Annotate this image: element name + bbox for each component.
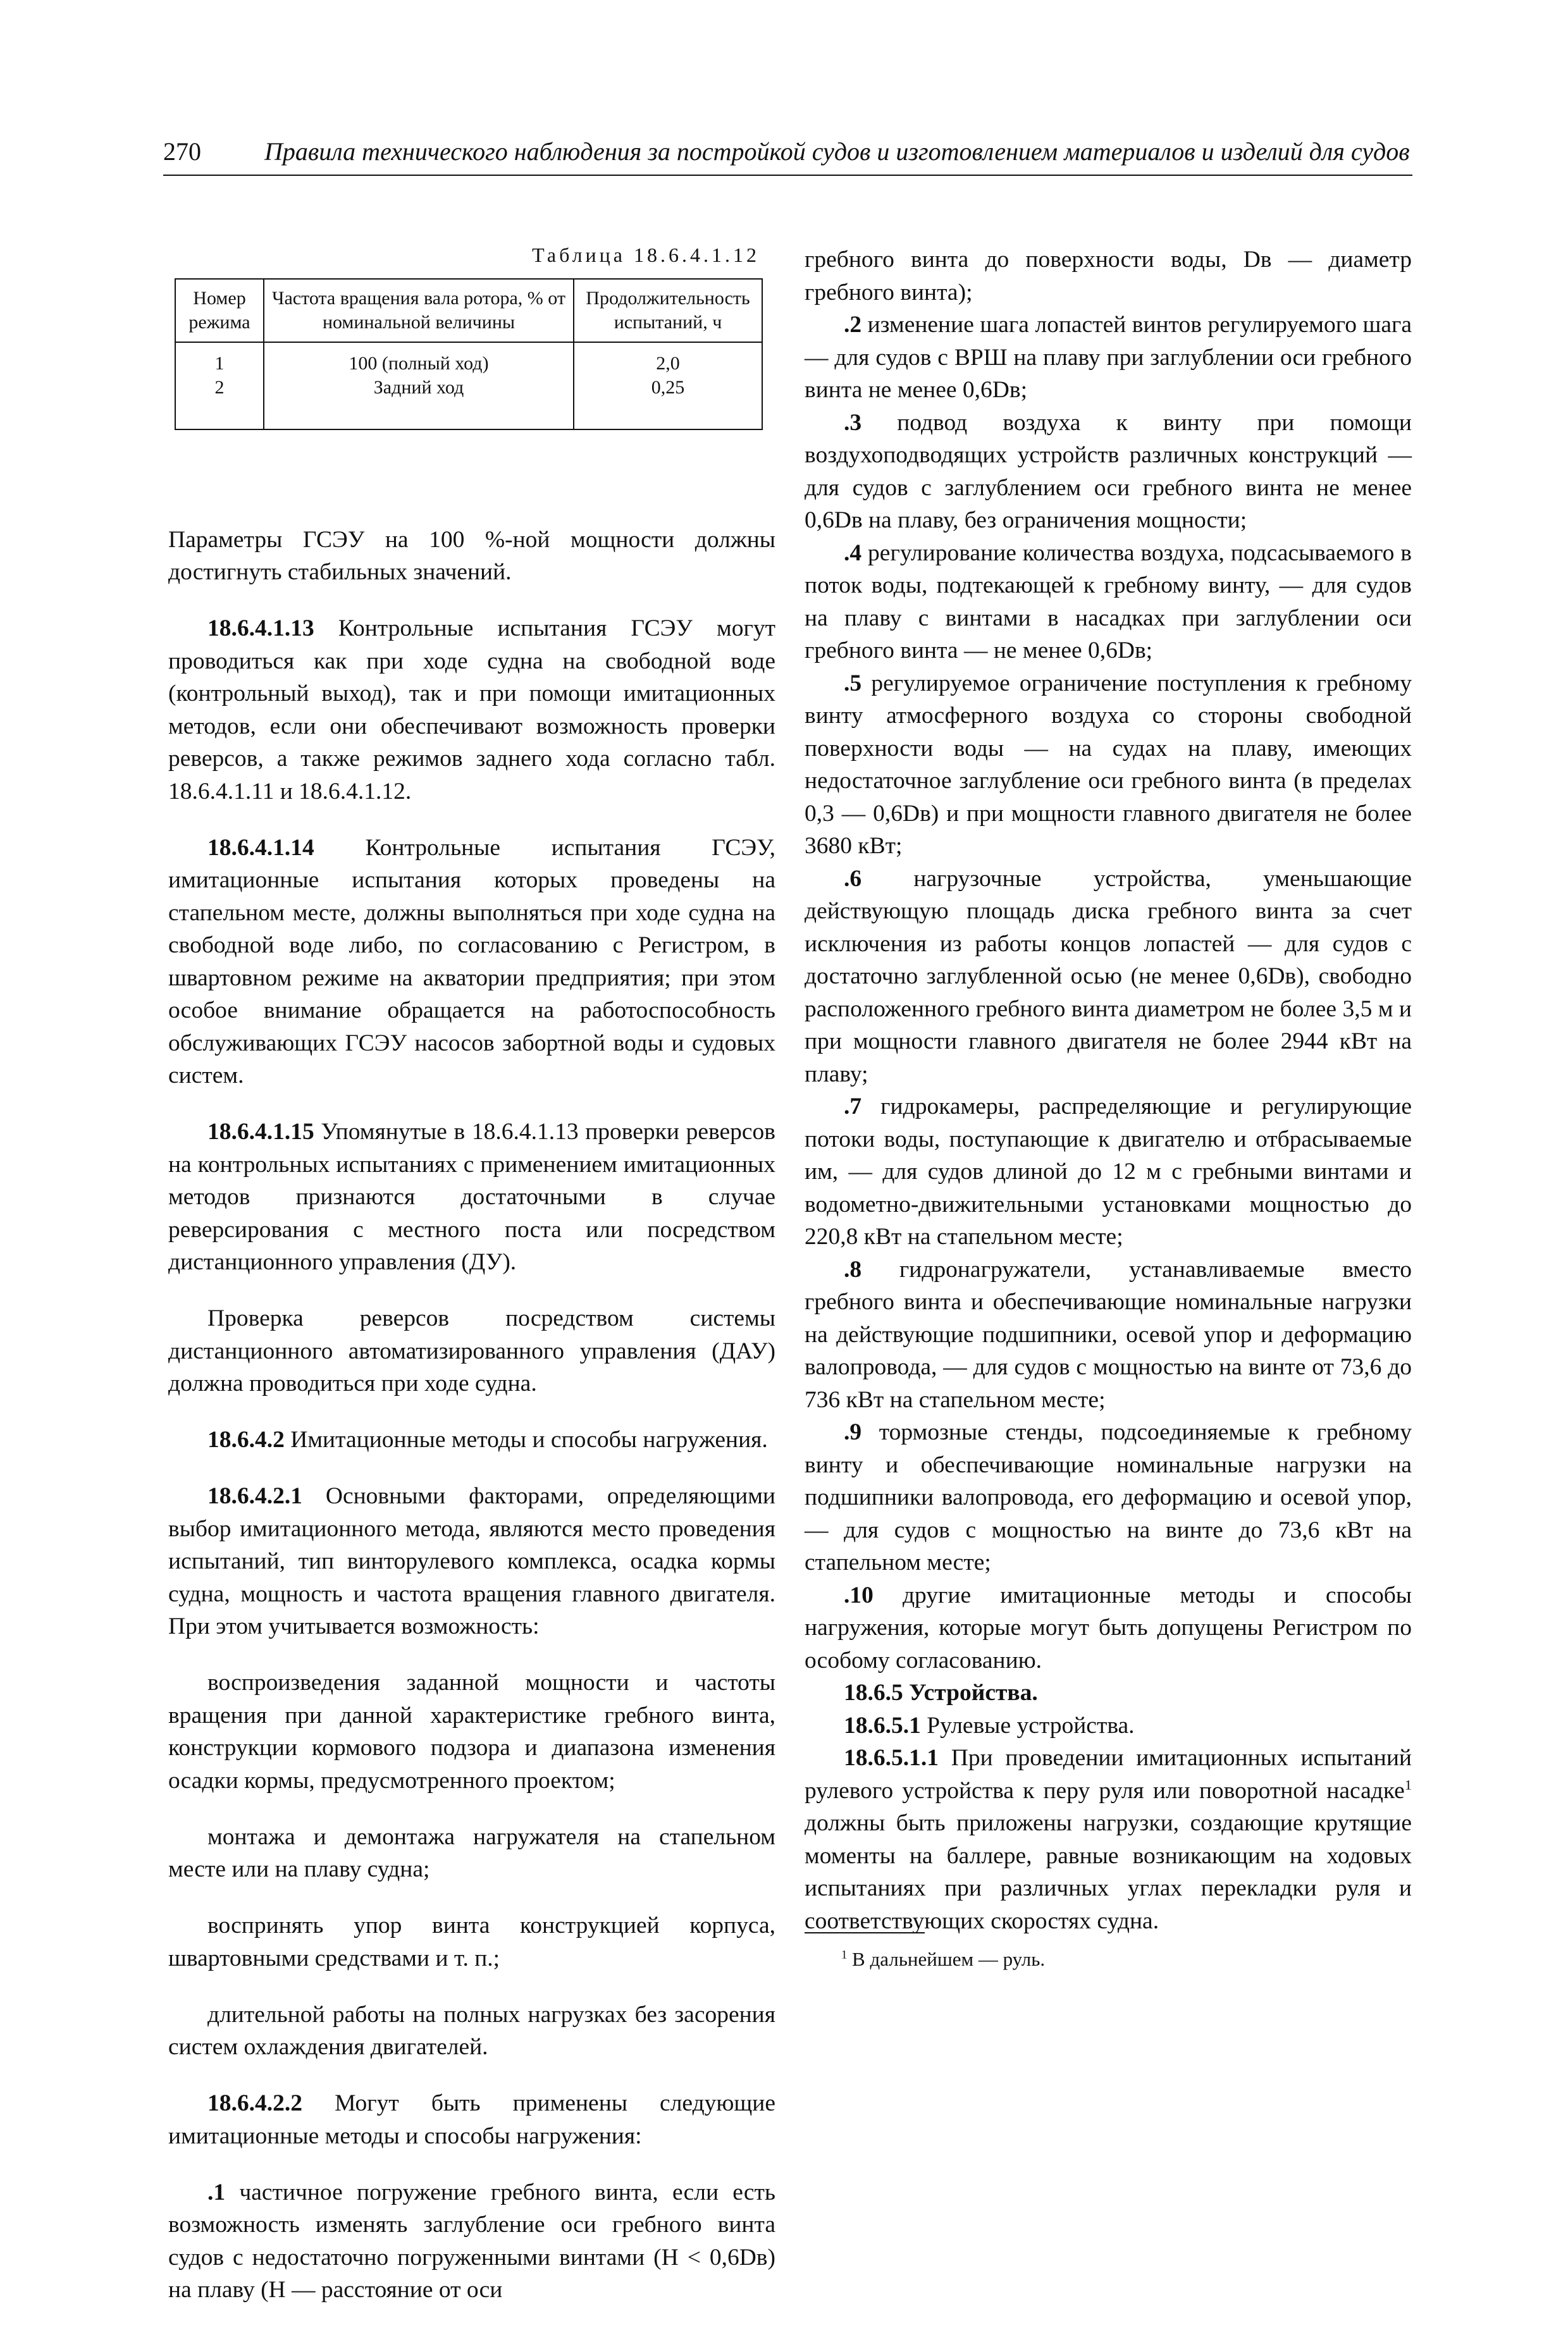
paragraph: 18.6.4.1.14 Контрольные испытания ГСЭУ, имитационные испытания которых проведены на стапельном месте, должны выполняться при ходе судна на свободной воде либо, по согласованию с Регистром, в швартовном режиме на акватории предприятия; при этом особое внимание обращается на работоспособность обслуживающих ГСЭУ насосов забортной воды и судовых систем. bbox=[168, 834, 775, 1088]
table-header: Частота вращения вала ротора, % от номинальной величины bbox=[264, 279, 574, 342]
footnote-divider bbox=[805, 1932, 925, 1933]
table-cell: 2,0 0,25 bbox=[574, 342, 762, 429]
list-item: .8 гидронагружатели, устанавливаемые вместо гребного винта и обеспечивающие номинальные нагрузки на действующие подшипники, осевой упор и деформацию валопровода, — для судов с мощностью на винте от 73,6 до 736 кВт на стапельном месте; bbox=[805, 1256, 1412, 1413]
paragraph: Проверка реверсов посредством системы дистанционного автоматизированного управления (ДАУ) должна проводиться при ходе судна. bbox=[168, 1305, 775, 1396]
table-row bbox=[175, 342, 762, 429]
table-caption: Таблица 18.6.4.1.12 bbox=[532, 243, 760, 266]
paragraph: 18.6.4.1.15 Упомянутые в 18.6.4.1.13 проверки реверсов на контрольных испытаниях с применением имитационных методов признаются достаточными в случае реверсирования с местного поста или посредством дистанционного управления (ДУ). bbox=[168, 1119, 775, 1275]
page-header bbox=[163, 134, 1412, 176]
table-header: Номер режима bbox=[175, 279, 264, 342]
list-item: .6 нагрузочные устройства, уменьшающие действующую площадь диска гребного винта за счет исключения из работы концов лопастей — для судов с достаточно заглубленной осью (не менее 0,6Dв), свободно расположенного гребного винта диаметром не более 3,5 м и при мощности главного двигателя не более 2944 кВт на плаву; bbox=[805, 865, 1412, 1087]
paragraph: гребного винта до поверхности воды, Dв — диаметр гребного винта); bbox=[805, 247, 1412, 305]
footnote: $^1$ В дальнейшем — руль. bbox=[841, 1948, 1046, 1970]
list-item: .3 подвод воздуха к винту при помощи воздухоподводящих устройств различных конструкций — для судов с заглублением оси гребного винта не менее 0,6Dв на плаву, без ограничения мощности; bbox=[805, 409, 1412, 533]
left-column bbox=[168, 500, 775, 2330]
list-item: монтажа и демонтажа нагружателя на стапельном месте или на плаву судна; bbox=[168, 1823, 775, 1882]
paragraph: 18.6.4.2.2 Могут быть применены следующие имитационные методы и способы нагружения: bbox=[168, 2090, 775, 2149]
paragraph: 18.6.4.1.13 Контрольные испытания ГСЭУ могут проводиться как при ходе судна на свободной воде (контрольный выход), так и при помощи имитационных методов, если они обеспечивают возможность проверки реверсов, а также режимов заднего хода согласно табл. 18.6.4.1.11 и 18.6.4.1.12. bbox=[168, 615, 775, 804]
table-cell: 1 2 bbox=[175, 342, 264, 429]
paragraph: 18.6.5.1 Рулевые устройства. bbox=[844, 1712, 1135, 1739]
list-item: .7 гидрокамеры, распределяющие и регулирующие потоки воды, поступающие к двигателю и отбрасываемые им, — для судов длиной до 12 м с гребными винтами и водометно-движительными установками мощностью до 220,8 кВт на стапельном месте; bbox=[805, 1094, 1412, 1250]
paragraph: 18.6.4.2.1 Основными факторами, определяющими выбор имитационного метода, являются место проведения испытаний, тип винторулевого комплекса, осадка кормы судна, мощность и частота вращения главного двигателя. При этом учитывается возможность: bbox=[168, 1483, 775, 1639]
paragraph: 18.6.4.2 Имитационные методы и способы нагружения. bbox=[207, 1427, 768, 1453]
table-header-row bbox=[175, 279, 762, 342]
page-number: 270 bbox=[163, 137, 201, 166]
list-item: длительной работы на полных нагрузках без засорения систем охлаждения двигателей. bbox=[168, 2001, 775, 2060]
table-cell: 100 (полный ход) Задний ход bbox=[264, 342, 574, 429]
right-column bbox=[805, 243, 1412, 1937]
list-item: воспринять упор винта конструкцией корпуса, швартовными средствами и т. п.; bbox=[168, 1913, 775, 1971]
list-item: .4 регулирование количества воздуха, подсасываемого в поток воды, подтекающей к гребному винту, — для судов на плаву с винтами в насадках при заглублении оси гребного винта — не менее 0,6Dв; bbox=[805, 539, 1412, 663]
list-item: .9 тормозные стенды, подсоединяемые к гребному винту и обеспечивающие номинальные нагрузки на подшипники валопровода, его деформацию и осевой упор, — для судов с мощностью на винте до 73,6 кВт на стапельном месте; bbox=[805, 1419, 1412, 1575]
list-item: .5 регулируемое ограничение поступления к гребному винту атмосферного воздуха со стороны свободной поверхности воды — на судах на плаву, имеющих недостаточное заглубление оси гребного винта (в пределах 0,3 — 0,6Dв) и при мощности главного двигателя не более 3680 кВт; bbox=[805, 670, 1412, 859]
list-item: .10 другие имитационные методы и способы нагружения, которые могут быть допущены Регистром по особому согласованию. bbox=[805, 1582, 1412, 1674]
list-item: .1 частичное погружение гребного винта, если есть возможность изменять заглубление оси гребного винта судов с недостаточно погруженными винтами (H < 0,6Dв) на плаву (H — расстояние от оси bbox=[168, 2179, 775, 2303]
paragraph: Параметры ГСЭУ на 100 %-ной мощности должны достигнуть стабильных значений. bbox=[168, 526, 775, 585]
footnote-ref: 1 bbox=[1404, 1777, 1412, 1792]
list-item: воспроизведения заданной мощности и частоты вращения при данной характеристике гребного винта, конструкции кормового подзора и диапазона изменения осадки кормы, предусмотренного проектом; bbox=[168, 1670, 775, 1794]
list-item: .2 изменение шага лопастей винтов регулируемого шага — для судов с ВРШ на плаву при заглублении оси гребного винта не менее 0,6Dв; bbox=[805, 312, 1412, 403]
running-title: Правила технического наблюдения за постройкой судов и изготовлением материалов и изделий для судов bbox=[264, 137, 1410, 166]
table-header: Продолжительность испытаний, ч bbox=[574, 279, 762, 342]
data-table bbox=[175, 278, 763, 430]
paragraph: 18.6.5.1.1 При проведении имитационных испытаний рулевого устройства к перу руля или поворотной насадке$^1$ должны быть приложены нагрузки, создающие крутящие моменты на баллере, равные возникающим на ходовых испытаниях при различных углах перекладки руля и соответствующих скоростях судна. bbox=[805, 1745, 1412, 1934]
section-heading: 18.6.5 Устройства. bbox=[844, 1680, 1038, 1706]
